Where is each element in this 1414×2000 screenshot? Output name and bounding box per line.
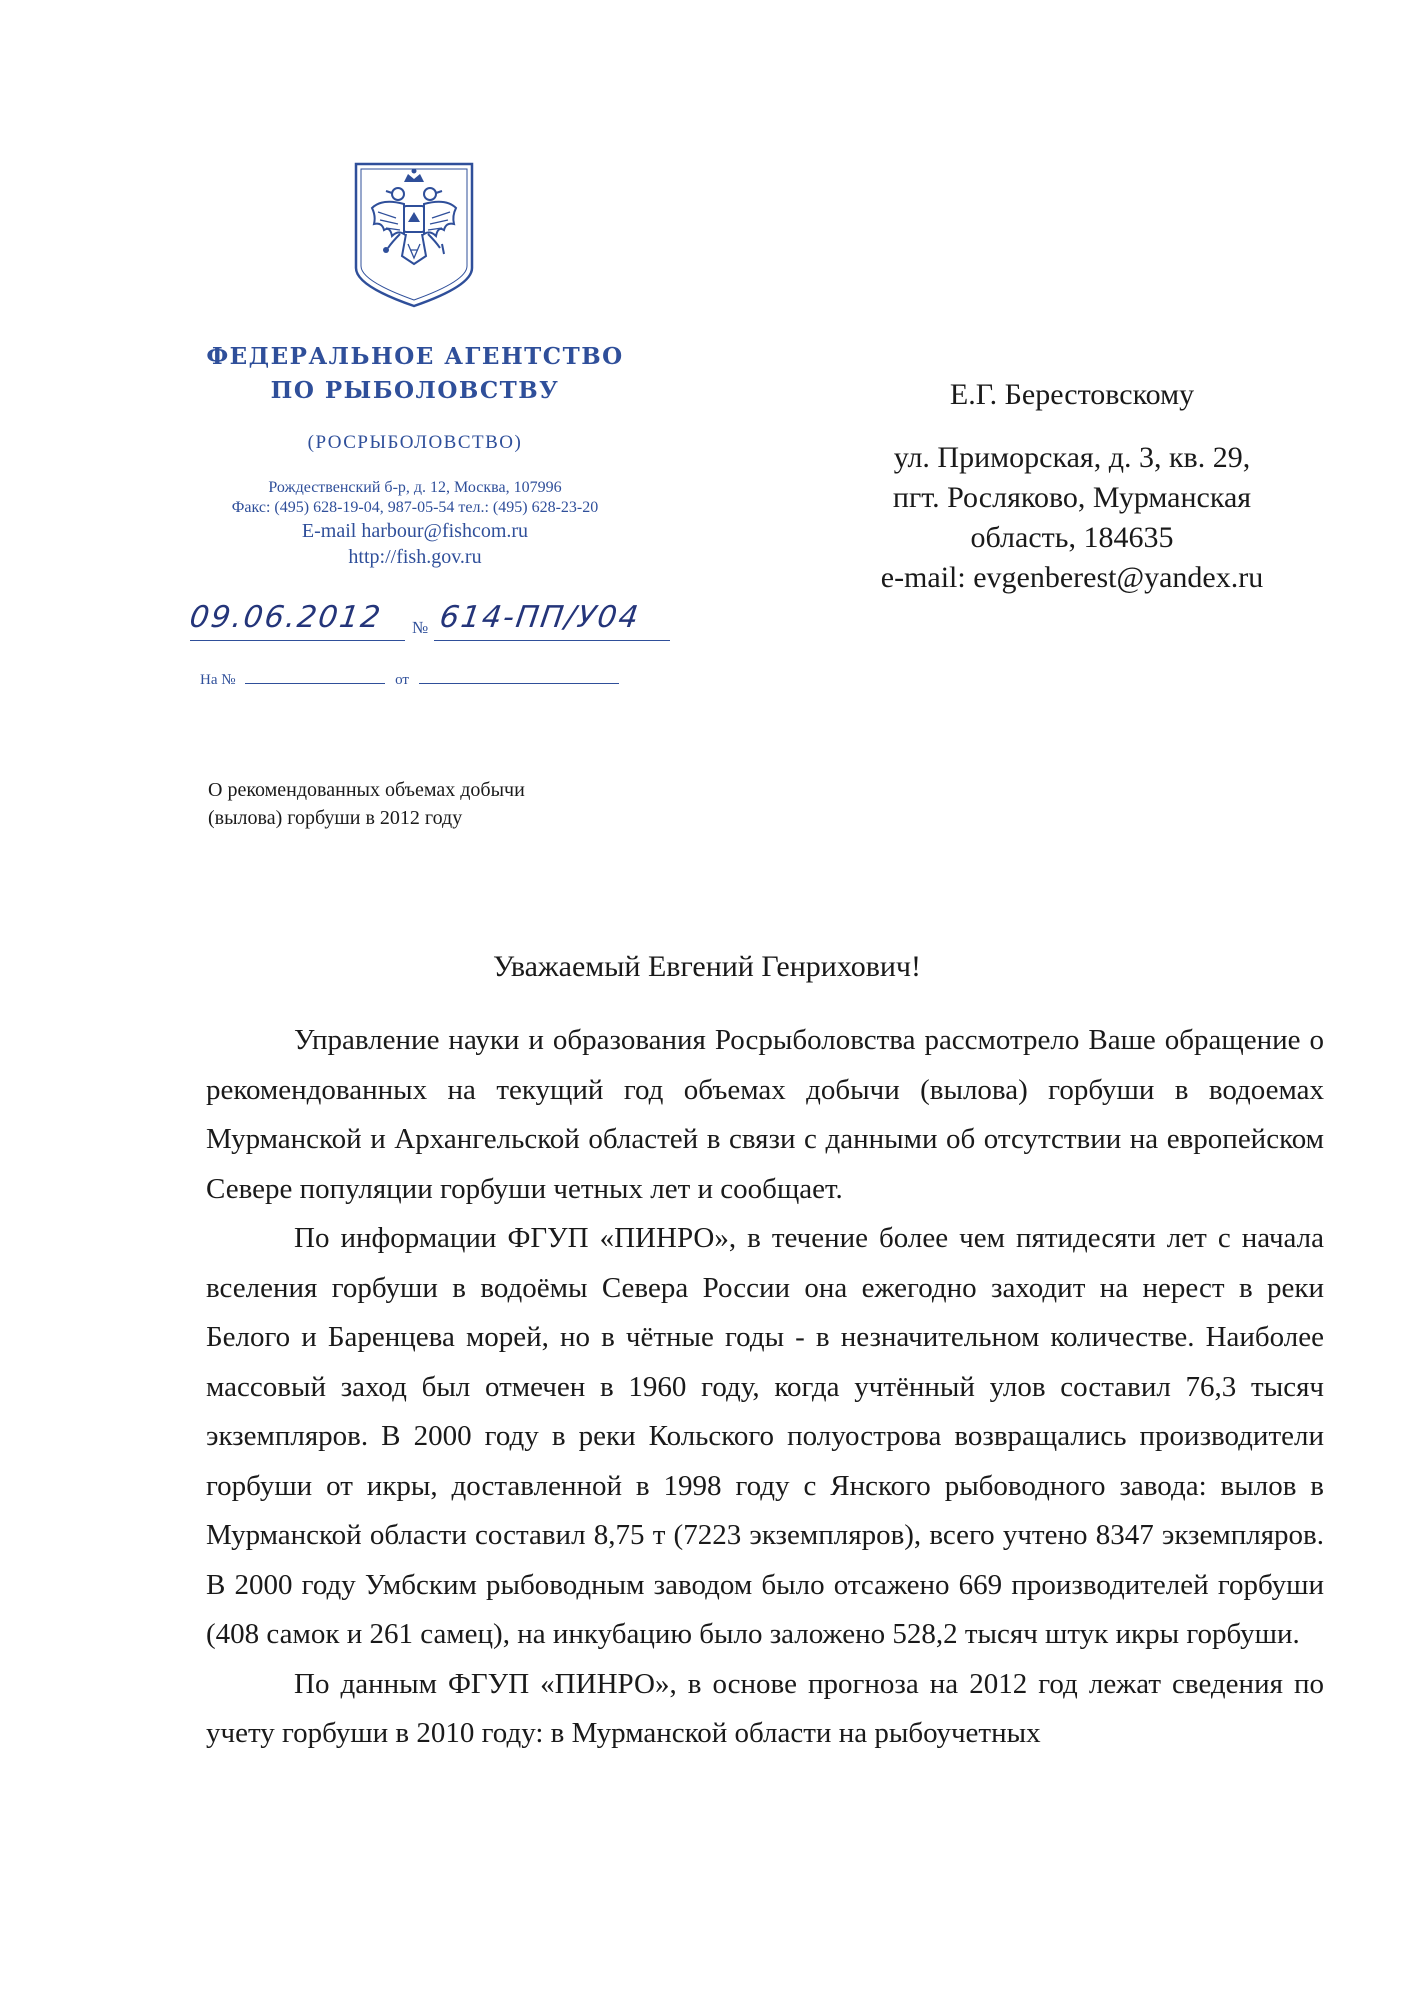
addressee-town: пгт. Росляково, Мурманская: [892, 481, 1252, 514]
subject-line2: (вылова) горбуши в 2012 году: [208, 807, 463, 829]
handwritten-number: 614-ПП/У04: [437, 600, 643, 635]
addressee-street: ул. Приморская, д. 3, кв. 29,: [893, 441, 1251, 474]
org-email: E-mail harbour@fishcom.ru: [301, 520, 529, 542]
ref-number-blank: [245, 683, 385, 684]
addressee-email: e-mail: evgenberest@yandex.ru: [880, 561, 1264, 594]
handwritten-date: 09.06.2012: [187, 600, 385, 635]
number-underline: [434, 640, 670, 641]
org-name-line1: ФЕДЕРАЛЬНОЕ АГЕНТСТВО: [206, 343, 624, 370]
org-name-line2: ПО РЫБОЛОВСТВУ: [270, 377, 560, 404]
org-phones: Факс: (495) 628-19-04, 987-05-54 тел.: (495) 628-23-20: [231, 499, 599, 516]
subject-line1: О рекомендованных объемах добычи: [208, 779, 525, 801]
ref-number-label: На №: [200, 672, 236, 688]
reference-line: [200, 672, 630, 689]
addressee-region: область, 184635: [970, 521, 1174, 554]
body-paragraph: Управление науки и образования Росрыболовства рассмотрело Ваше обращение о рекомендованных на текущий год объемах добычи (вылова) горбуши в водоемах Мурманской и Архангельской областей в связи с данными об отсутствии на европейском Севере популяции горбуши четных лет и сообщает.: [206, 1024, 1324, 1205]
coat-of-arms-emblem: [352, 160, 476, 310]
ref-date-blank: [419, 683, 619, 684]
registration-line: [187, 600, 680, 650]
body-paragraph: По данным ФГУП «ПИНРО», в основе прогноза на 2012 год лежат сведения по учету горбуши в 2010 году: в Мурманской области на рыбоучетных: [206, 1667, 1324, 1749]
letter-body: [206, 1016, 1324, 1759]
organization-header: [160, 340, 670, 570]
addressee-name: Е.Г. Берестовскому: [949, 378, 1195, 411]
ref-from-label: от: [395, 672, 409, 688]
addressee-block: [822, 375, 1322, 598]
org-website: http://fish.gov.ru: [348, 546, 482, 568]
greeting: Уважаемый Евгений Генрихович!: [492, 950, 921, 983]
body-paragraph: По информации ФГУП «ПИНРО», в течение более чем пятидесяти лет с начала вселения горбуши в водоёмы Севера России она ежегодно заходит на нерест в реки Белого и Баренцева морей, но в чётные годы - в незначительном количестве. Наиболее массовый заход был отмечен в 1960 году, когда учтённый улов составил 76,3 тысяч экземпляров. В 2000 году в реки Кольского полуострова возвращались производители горбуши от икры, доставленной в 1998 году с Янского рыбоводного завода: вылов в Мурманской области составил 8,75 т (7223 экземпляров), всего учтено 8347 экземпляров. В 2000 году Умбским рыбоводным заводом было отсажено 669 производителей горбуши (408 самок и 261 самец), на инкубацию было заложено 528,2 тысяч штук икры горбуши.: [206, 1222, 1324, 1650]
number-label: №: [412, 618, 429, 637]
date-underline: [190, 640, 405, 641]
letter-subject: [208, 776, 628, 832]
org-address: Рождественский б-р, д. 12, Москва, 107996: [268, 479, 562, 496]
org-short-name: (РОСРЫБОЛОВСТВО): [307, 432, 523, 453]
